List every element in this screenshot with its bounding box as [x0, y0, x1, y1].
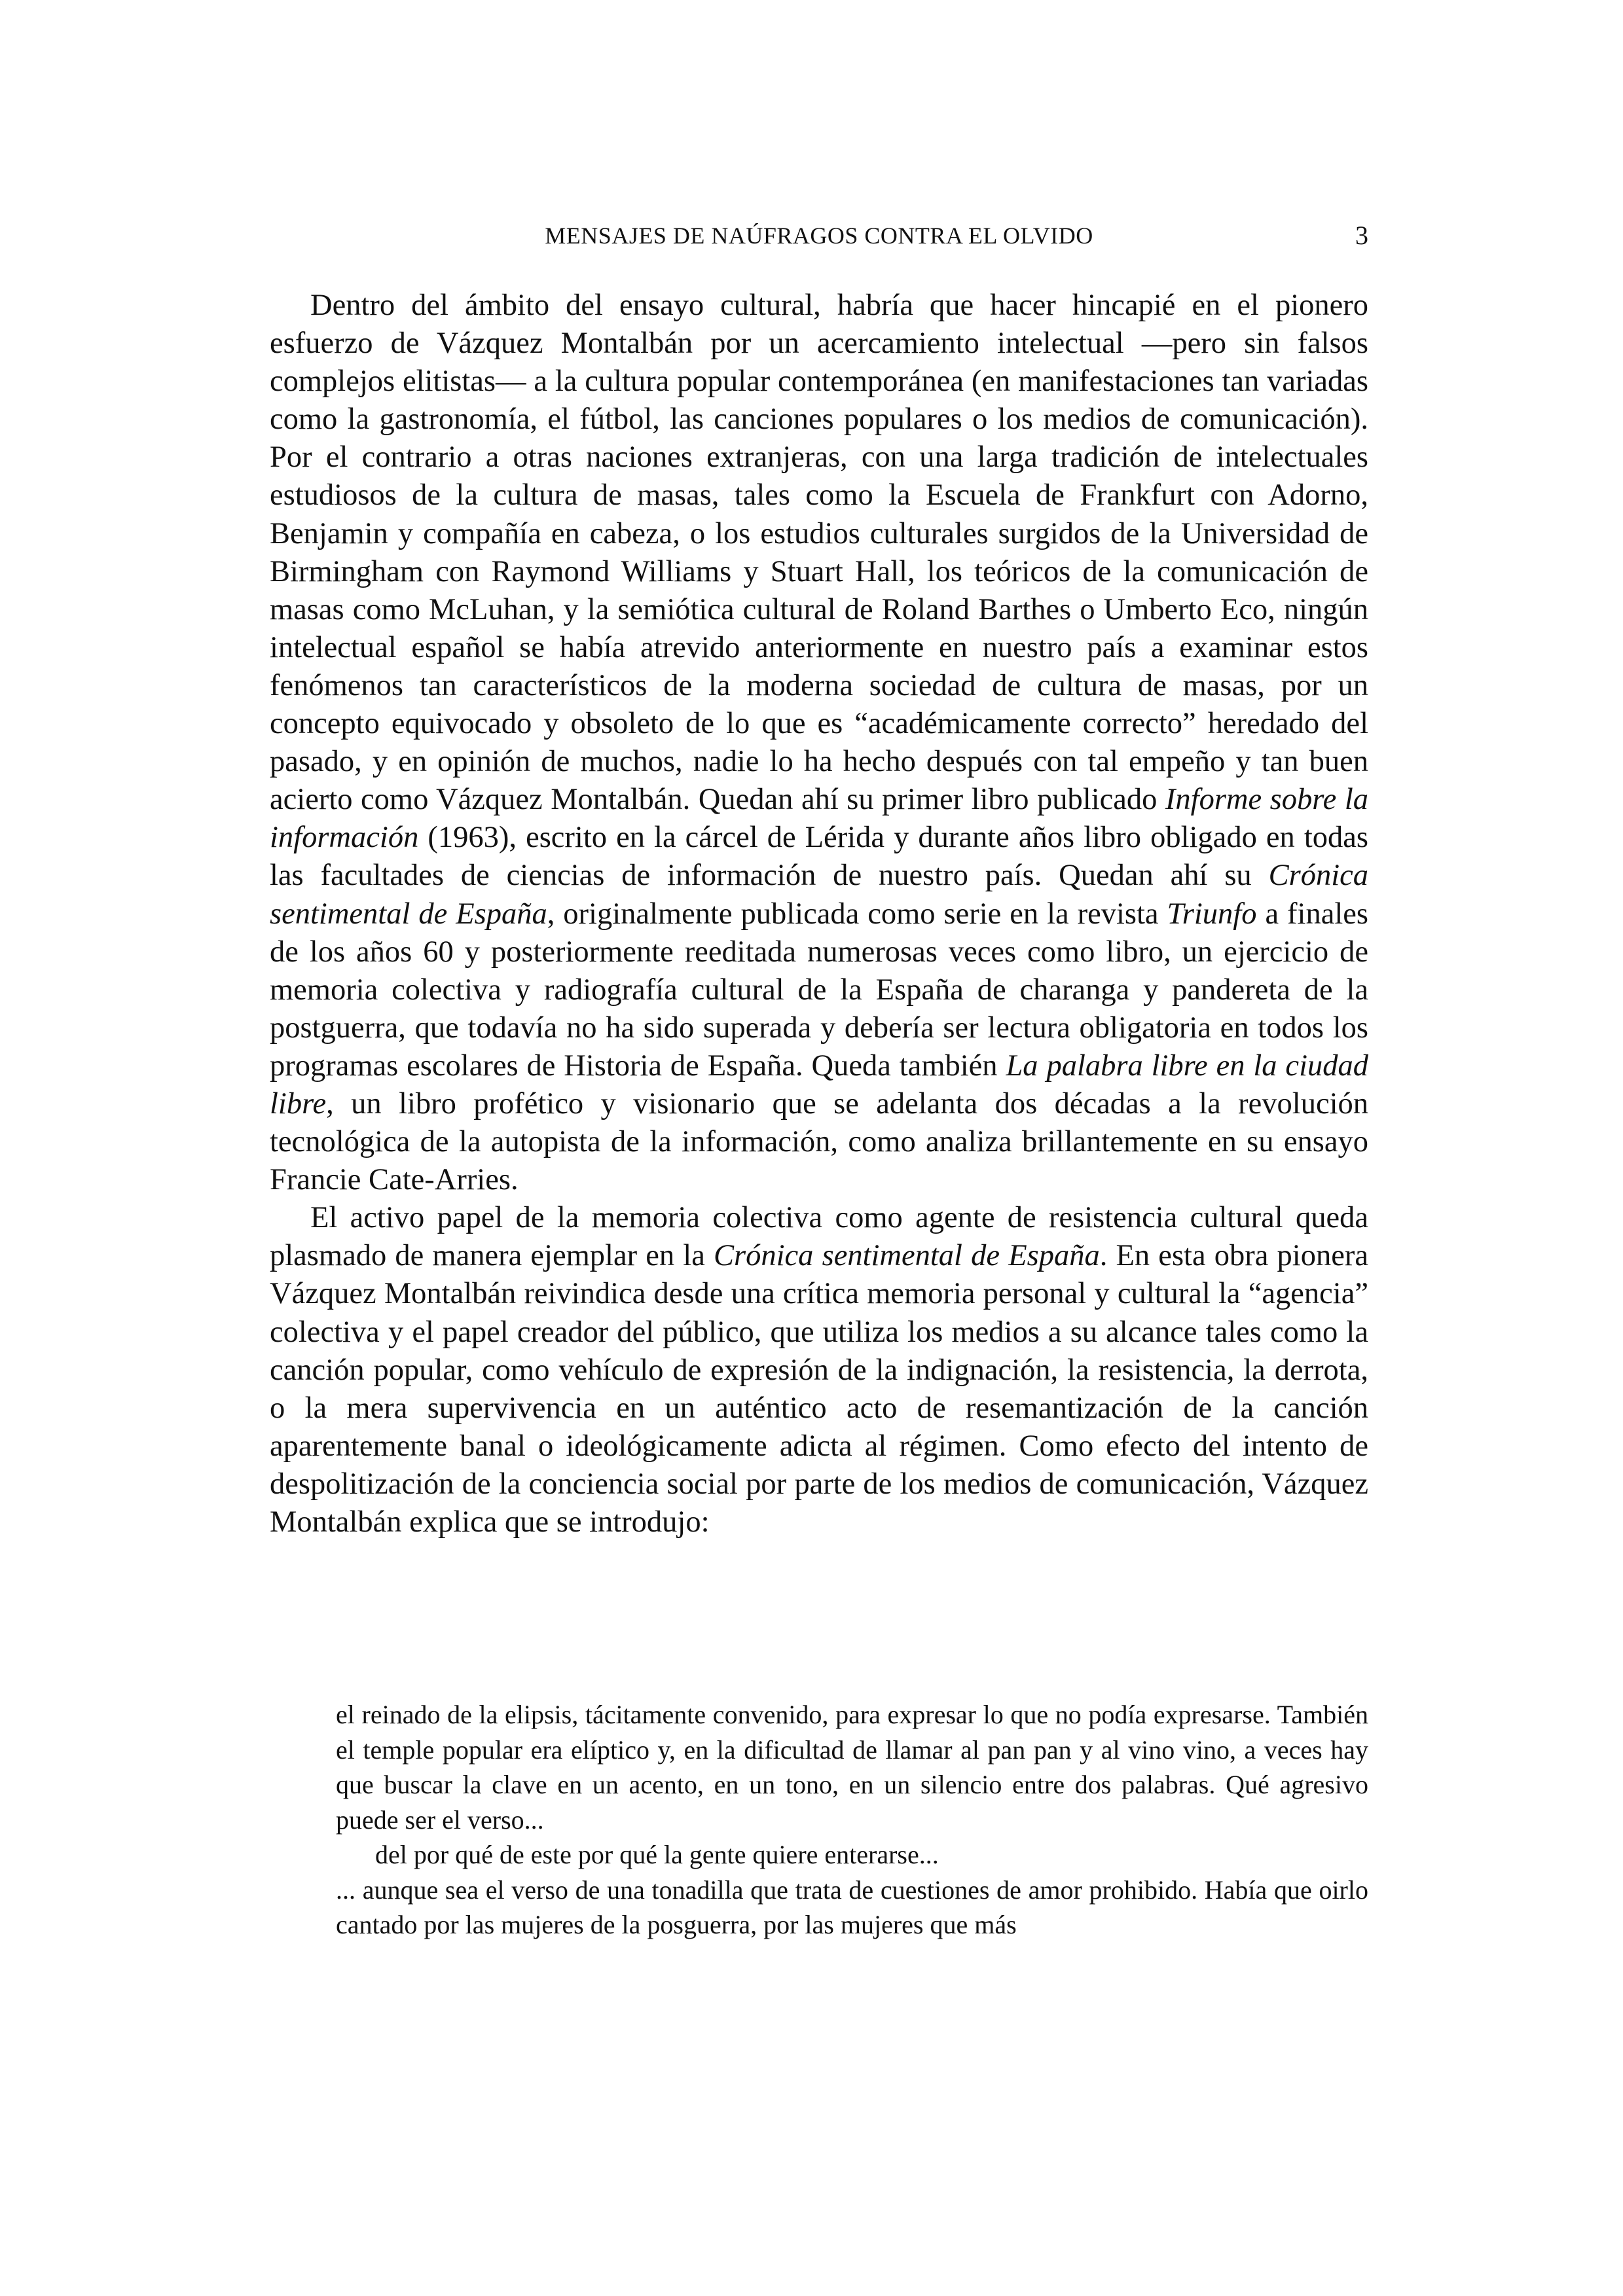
- paragraph-1-text-4: a finales de los años 60 y posteriormente reeditada numerosas veces como libro, un ejercicio de memoria colectiva y radiografía cultural de la España de charanga y pandereta de la postguerra, que todavía no ha sido superada y debería ser lectura obligatoria en todos los programas escolares de Historia de España. Queda también: [270, 897, 1368, 1083]
- book-title-informe: Informe sobre la información: [270, 783, 1368, 855]
- running-header: [270, 216, 1368, 255]
- body-text: [270, 287, 1368, 1541]
- book-title-cronica: Crónica sentimental de España: [270, 859, 1368, 931]
- paragraph-1-text-3: , originalmente publicada como serie en la revista: [547, 897, 1167, 931]
- quote-paragraph-2: ... aunque sea el verso de una tonadilla que trata de cuestiones de amor prohibido. Había que oirlo cantado por las mujeres de la posguerra, por las mujeres que más: [336, 1874, 1368, 1939]
- running-title: MENSAJES DE NAÚFRAGOS CONTRA EL OLVIDO: [545, 223, 1093, 249]
- paragraph-1: [270, 287, 1368, 1199]
- magazine-title-triunfo: Triunfo: [1167, 897, 1257, 931]
- paragraph-1-text-1: Dentro del ámbito del ensayo cultural, habría que hacer hincapié en el pionero esfuerzo de Vázquez Montalbán por un acercamiento intelectual —pero sin falsos complejos elitistas— a la cultura popular contemporánea (en manifestaciones tan variadas como la gastronomía, el fútbol, las canciones populares o los medios de comunicación). Por el contrario a otras naciones extranjeras, con una larga tradición de intelectuales estudiosos de la cultura de masas, tales como la Escuela de Frankfurt con Adorno, Benjamin y compañía en cabeza, o los estudios culturales surgidos de la Universidad de Birmingham con Raymond Williams y Stuart Hall, los teóricos de la comunicación de masas como McLuhan, y la semiótica cultural de Roland Barthes o Umberto Eco, ningún intelectual español se había atrevido anteriormente en nuestro país a examinar estos fenómenos tan característicos de la moderna sociedad de cultura de masas, por un concepto equivocado y obsoleto de lo que es “académicamente correcto” heredado del pasado, y en opinión de muchos, nadie lo ha hecho después con tal empeño y tan buen acierto como Vázquez Montalbán. Quedan ahí su primer libro publicado: [270, 289, 1368, 817]
- paragraph-2-text-1: El activo papel de la memoria colectiva como agente de resistencia cultural queda plasmado de manera ejemplar en la: [270, 1201, 1368, 1273]
- paragraph-2: [270, 1199, 1368, 1541]
- page-number: 3: [1355, 221, 1368, 250]
- paragraph-2-text-2: . En esta obra pionera Vázquez Montalbán reivindica desde una crítica memoria personal y cultural la “agencia” colectiva y el papel creador del público, que utiliza los medios a su alcance tales como la canción popular, como vehículo de expresión de la indignación, la resistencia, la derrota, o la mera supervivencia en un auténtico acto de resemantización de la canción aparentemente banal o ideológicamente adicta al régimen. Como efecto del intento de despolitización de la conciencia social por parte de los medios de comunicación, Vázquez Montalbán explica que se introdujo:: [270, 1239, 1368, 1539]
- quote-paragraph-1: el reinado de la elipsis, tácitamente convenido, para expresar lo que no podía expresarse. También el temple popular era elíptico y, en la dificultad de llamar al pan pan y al vino vino, a veces hay que buscar la clave en un acento, en un tono, en un silencio entre dos palabras. Qué agresivo puede ser el verso...: [336, 1700, 1368, 1835]
- block-quote: [336, 1697, 1368, 1943]
- book-title-cronica-2: Crónica sentimental de España: [714, 1239, 1100, 1273]
- paragraph-1-text-2: (1963), escrito en la cárcel de Lérida y durante años libro obligado en todas las facultades de ciencias de información de nuestro país. Quedan ahí su: [270, 821, 1368, 893]
- paragraph-1-text-5: , un libro profético y visionario que se adelanta dos décadas a la revolución tecnológica de la autopista de la información, como analiza brillantemente en su ensayo Francie Cate-Arries.: [270, 1086, 1368, 1197]
- quote-verse-line: del por qué de este por qué la gente quiere enterarse...: [375, 1840, 939, 1869]
- book-title-palabra-libre: La palabra libre en la ciudad libre: [270, 1049, 1368, 1121]
